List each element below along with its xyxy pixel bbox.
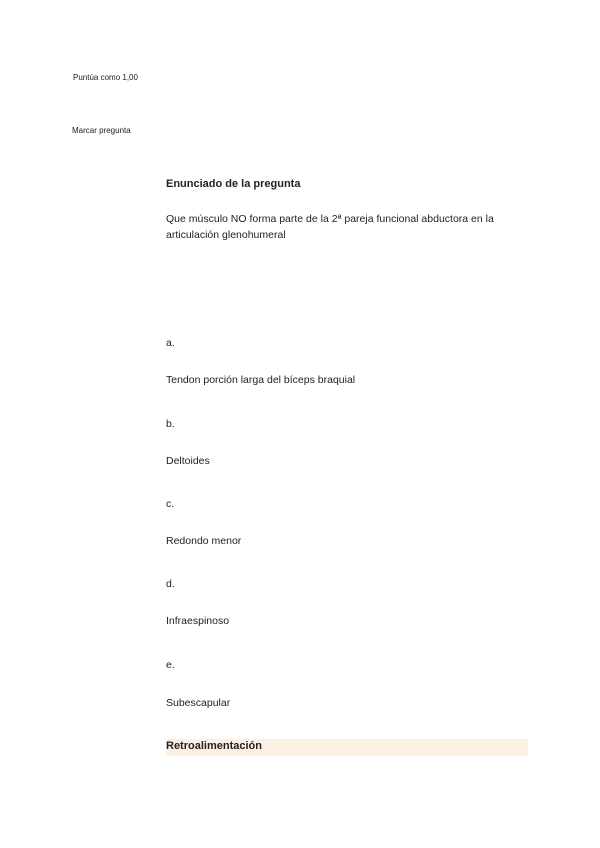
- feedback-heading: Retroalimentación: [166, 740, 262, 752]
- option-a-text[interactable]: Tendon porción larga del bíceps braquial: [166, 374, 356, 386]
- question-text: Que músculo NO forma parte de la 2ª pareja funcional abductora en la articulación glenohumeral: [166, 213, 494, 241]
- option-a-letter: a.: [166, 337, 175, 349]
- grade-info: Puntúa como 1,00: [73, 73, 138, 82]
- question-heading: Enunciado de la pregunta: [166, 178, 301, 190]
- flag-question-link[interactable]: Marcar pregunta: [72, 126, 131, 135]
- option-d-letter: d.: [166, 578, 175, 590]
- feedback-section: [166, 739, 528, 756]
- option-c-letter: c.: [166, 498, 175, 510]
- option-d-text[interactable]: Infraespinoso: [166, 615, 230, 627]
- option-c-text[interactable]: Redondo menor: [166, 535, 242, 547]
- option-b-text[interactable]: Deltoides: [166, 455, 210, 467]
- option-b-letter: b.: [166, 418, 175, 430]
- option-e-text[interactable]: Subescapular: [166, 697, 231, 709]
- option-e-letter: e.: [166, 659, 175, 671]
